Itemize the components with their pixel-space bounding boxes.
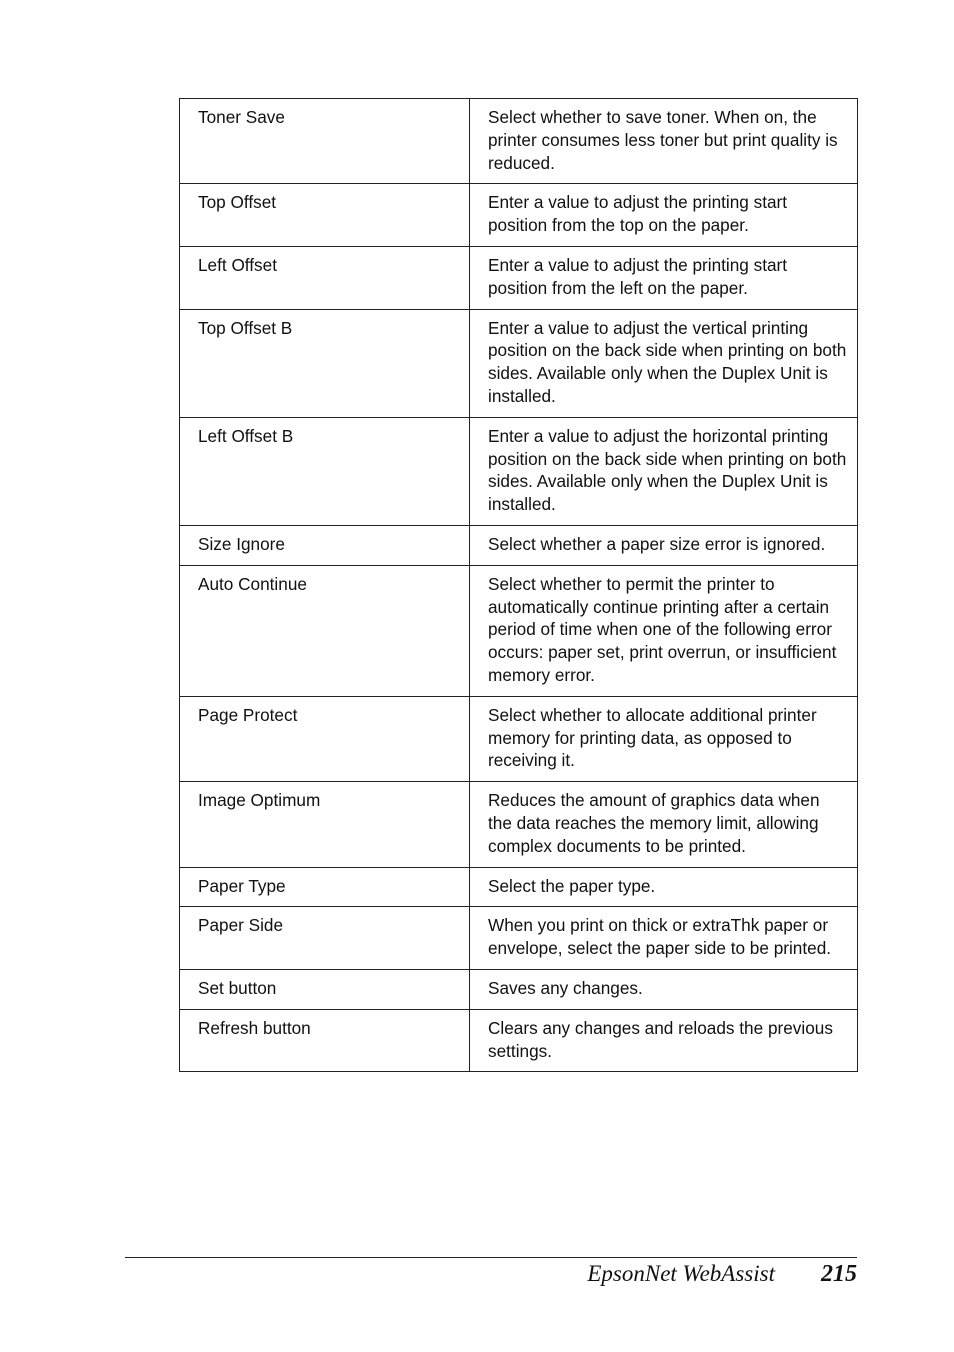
- page-number: 215: [821, 1261, 857, 1287]
- table-row: [180, 696, 858, 781]
- table-row: [180, 907, 858, 970]
- table-row: [180, 309, 858, 417]
- table-row: [180, 184, 858, 247]
- setting-name: Toner Save: [180, 99, 470, 184]
- setting-name: Image Optimum: [180, 782, 470, 867]
- setting-name: Paper Type: [180, 867, 470, 907]
- table-row: [180, 246, 858, 309]
- setting-description: Clears any changes and reloads the previous settings.: [470, 1009, 858, 1072]
- setting-description: Select whether a paper size error is ignored.: [470, 525, 858, 565]
- setting-description: Saves any changes.: [470, 969, 858, 1009]
- table-row: [180, 1009, 858, 1072]
- table-row: [180, 417, 858, 525]
- setting-name: Set button: [180, 969, 470, 1009]
- setting-name: Top Offset B: [180, 309, 470, 417]
- setting-description: Reduces the amount of graphics data when the data reaches the memory limit, allowing complex documents to be printed.: [470, 782, 858, 867]
- table-row: [180, 969, 858, 1009]
- setting-name: Refresh button: [180, 1009, 470, 1072]
- table-row: [180, 99, 858, 184]
- setting-name: Paper Side: [180, 907, 470, 970]
- setting-name: Left Offset: [180, 246, 470, 309]
- setting-name: Size Ignore: [180, 525, 470, 565]
- setting-description: Select whether to allocate additional printer memory for printing data, as opposed to receiving it.: [470, 696, 858, 781]
- setting-name: Top Offset: [180, 184, 470, 247]
- table-row: [180, 565, 858, 696]
- setting-description: Select whether to permit the printer to automatically continue printing after a certain period of time when one of the following error occurs: paper set, print overrun, or insufficient memory error.: [470, 565, 858, 696]
- setting-description: Enter a value to adjust the printing start position from the left on the paper.: [470, 246, 858, 309]
- setting-description: When you print on thick or extraThk paper or envelope, select the paper side to be printed.: [470, 907, 858, 970]
- footer-divider: [125, 1257, 857, 1258]
- setting-description: Select the paper type.: [470, 867, 858, 907]
- setting-description: Select whether to save toner. When on, the printer consumes less toner but print quality is reduced.: [470, 99, 858, 184]
- table-row: [180, 782, 858, 867]
- settings-table: [179, 98, 858, 1072]
- setting-description: Enter a value to adjust the printing start position from the top on the paper.: [470, 184, 858, 247]
- setting-description: Enter a value to adjust the vertical printing position on the back side when printing on both sides. Available only when the Duplex Unit is installed.: [470, 309, 858, 417]
- page-footer: [587, 1261, 857, 1288]
- table-row: [180, 867, 858, 907]
- setting-name: Page Protect: [180, 696, 470, 781]
- setting-description: Enter a value to adjust the horizontal printing position on the back side when printing on both sides. Available only when the Duplex Unit is installed.: [470, 417, 858, 525]
- setting-name: Auto Continue: [180, 565, 470, 696]
- setting-name: Left Offset B: [180, 417, 470, 525]
- table-row: [180, 525, 858, 565]
- footer-title: EpsonNet WebAssist: [587, 1261, 775, 1286]
